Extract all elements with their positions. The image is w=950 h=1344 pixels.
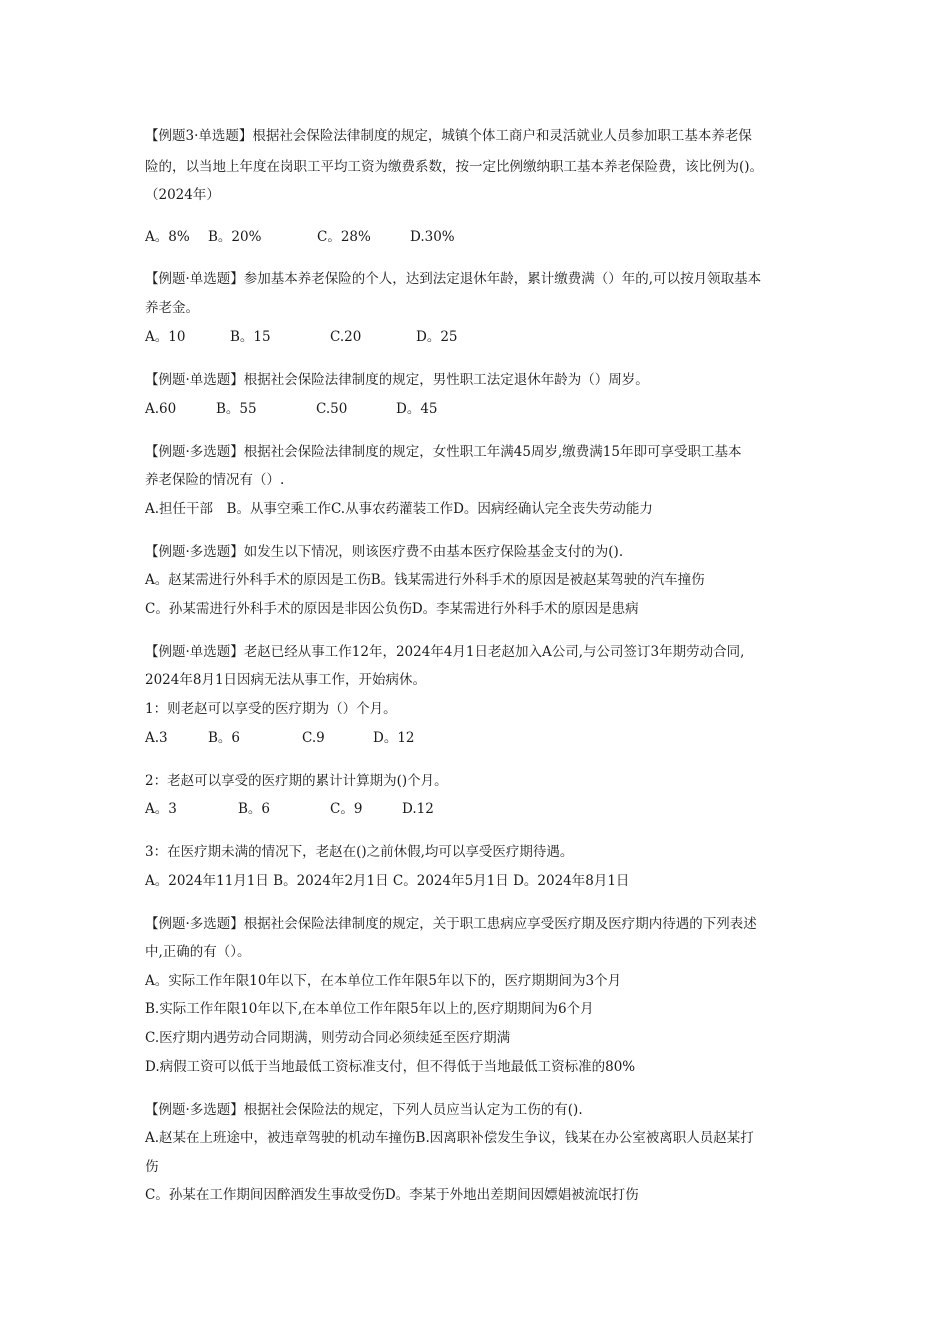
question-5-line-1: 【例题·多选题】如发生以下情况，则该医疗费不由基本医疗保险基金支付的为(). [145,544,624,560]
question-2-option-b: B。15 [230,329,271,345]
question-8-option-ab: A.赵某在上班途中，被违章驾驶的机动车撞伤B.因离职补偿发生争议，钱某在办公室被离职人员赵某打 [145,1130,754,1146]
question-2-option-d: D。25 [416,329,458,345]
question-2-option-a: A。10 [145,329,186,345]
question-6-option-c: C.9 [302,730,325,746]
question-4-options: A.担任干部 B。从事空乘工作C.从事农药灌装工作D。因病经确认完全丧失劳动能力 [145,501,653,517]
question-6-sub-3-line: 3：在医疗期未满的情况下，老赵在()之前休假,均可以享受医疗期待遇。 [145,844,574,860]
question-8-option-cd: C。孙某在工作期间因醉酒发生事故受伤D。李某于外地出差期间因嫖娼被流氓打伤 [145,1187,639,1203]
question-7-line-2: 中,正确的有（）。 [145,944,251,960]
question-6-sub-2-option-d: D.12 [402,801,434,817]
question-5-line-3: C。孙某需进行外科手术的原因是非因公负伤D。李某需进行外科手术的原因是患病 [145,601,639,617]
question-1-option-d: D.30% [410,229,455,245]
question-3-line-1: 【例题·单选题】根据社会保险法律制度的规定，男性职工法定退休年龄为（）周岁。 [145,372,649,388]
question-1-option-b: B。20% [208,229,262,245]
question-4-line-1: 【例题·多选题】根据社会保险法律制度的规定，女性职工年满45周岁,缴费满15年即可享受职工基本 [145,444,742,460]
question-7-option-c: C.医疗期内遇劳动合同期满，则劳动合同必须续延至医疗期满 [145,1030,511,1046]
question-3-option-d: D。45 [396,401,438,417]
question-6-line-1: 【例题·单选题】老赵已经从事工作12年，2024年4月1日老赵加入A公司,与公司签订3年期劳动合同, [145,644,745,660]
question-1-line-2: 险的，以当地上年度在岗职工平均工资为缴费系数，按一定比例缴纳职工基本养老保险费，该比例为()。 [145,159,764,175]
question-3-option-b: B。55 [216,401,257,417]
question-7-option-d: D.病假工资可以低于当地最低工资标准支付，但不得低于当地最低工资标准的80% [145,1059,636,1075]
question-6-option-a: A.3 [145,730,168,746]
question-5-line-2: A。赵某需进行外科手术的原因是工伤B。钱某需进行外科手术的原因是被赵某驾驶的汽车撞伤 [145,572,705,588]
question-6-line-3: 1：则老赵可以享受的医疗期为（）个月。 [145,701,397,717]
question-6-line-2: 2024年8月1日因病无法从事工作，开始病休。 [145,672,427,688]
question-7-option-a: A。实际工作年限10年以下，在本单位工作年限5年以下的，医疗期期间为3个月 [145,973,622,989]
question-1-line-1: 【例题3·单选题】根据社会保险法律制度的规定，城镇个体工商户和灵活就业人员参加职工基本养老保 [145,128,752,144]
question-6-sub-2-option-a: A。3 [145,801,177,817]
question-6-option-b: B。6 [208,730,241,746]
question-1-option-a: A。8% [145,229,190,245]
question-7-line-1: 【例题·多选题】根据社会保险法律制度的规定，关于职工患病应享受医疗期及医疗期内待遇的下列表述 [145,916,757,932]
question-7-option-b: B.实际工作年限10年以下,在本单位工作年限5年以上的,医疗期期间为6个月 [145,1001,594,1017]
question-2-option-c: C.20 [330,329,362,345]
question-2-line-1: 【例题·单选题】参加基本养老保险的个人，达到法定退休年龄，累计缴费满（）年的,可以按月领取基本 [145,271,762,287]
question-6-sub-2-option-c: C。9 [330,801,363,817]
question-6-sub-3-options: A。2024年11月1日 B。2024年2月1日 C。2024年5月1日 D。2024年8月1日 [145,873,630,889]
question-6-sub-2-line: 2：老赵可以享受的医疗期的累计计算期为()个月。 [145,773,448,789]
question-3-option-a: A.60 [145,401,177,417]
question-1-line-3: （2024年） [145,187,220,203]
question-3-option-c: C.50 [316,401,348,417]
question-1-option-c: C。28% [317,229,371,245]
question-4-line-2: 养老保险的情况有（）. [145,472,285,488]
question-6-option-d: D。12 [373,730,415,746]
question-8-option-ab-wrap: 伤 [145,1159,159,1175]
question-6-sub-2-option-b: B。6 [238,801,271,817]
question-2-line-2: 养老金。 [145,300,199,316]
question-8-line-1: 【例题·多选题】根据社会保险法的规定，下列人员应当认定为工伤的有(). [145,1102,583,1118]
